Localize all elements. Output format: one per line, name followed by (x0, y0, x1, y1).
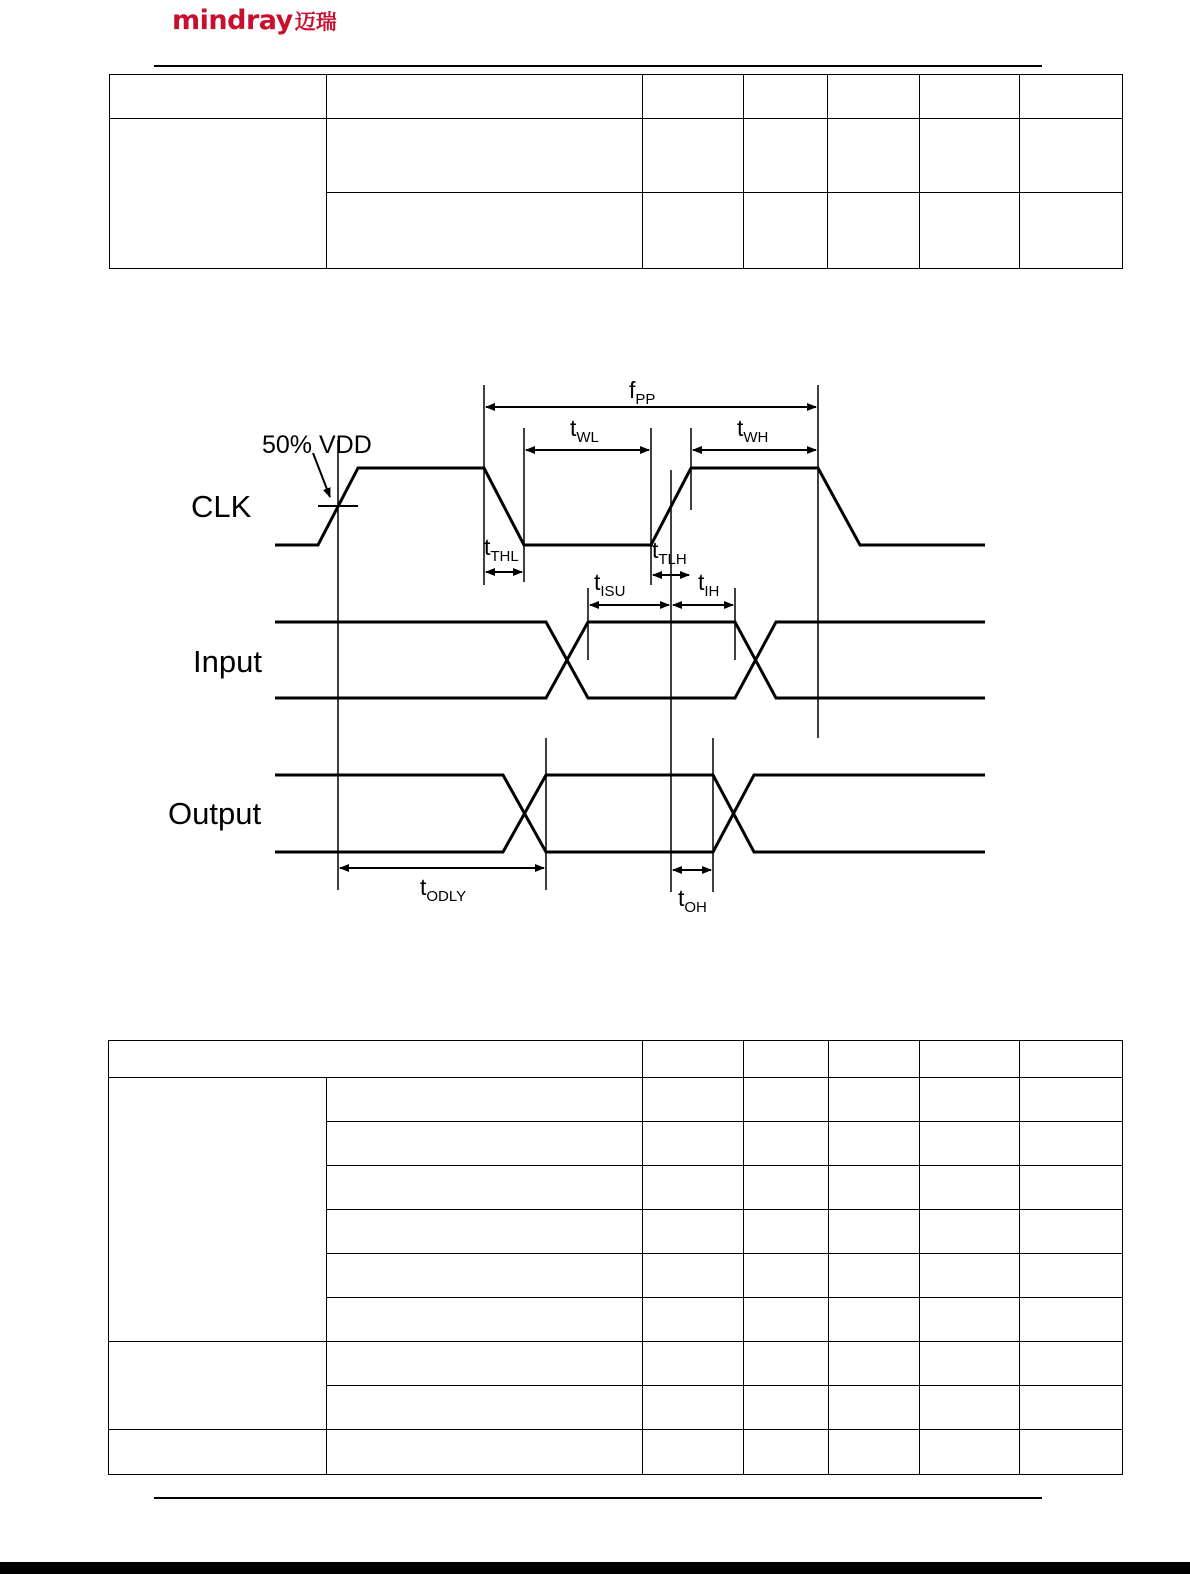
page-bottom-edge (0, 1562, 1190, 1574)
row-divider (109, 1077, 1122, 1078)
col-divider (1019, 75, 1020, 268)
col-divider (642, 1041, 643, 1474)
col-divider (326, 1077, 327, 1474)
col-divider (1019, 1041, 1020, 1474)
footer-rule (154, 1497, 1042, 1499)
logo-cjk-wordmark: 迈瑞 (294, 10, 337, 34)
row-divider (326, 1253, 1122, 1254)
col-divider (827, 75, 828, 268)
mindray-logo (172, 5, 337, 41)
row-divider (326, 1121, 1122, 1122)
row-divider (326, 1209, 1122, 1210)
tthl-label: $t_{THL}$ (484, 534, 519, 565)
todly-label: $t_{ODLY}$ (420, 874, 467, 905)
output-label: Output (168, 796, 262, 831)
table-top (109, 74, 1123, 269)
col-divider (919, 75, 920, 268)
input-waveform (275, 622, 985, 698)
col-divider (743, 1041, 744, 1474)
row-divider (326, 1297, 1122, 1298)
toh-label: $t_{OH}$ (678, 885, 707, 916)
output-waveform (275, 775, 985, 852)
tih-label: $t_{IH}$ (698, 569, 720, 600)
fpp-label: $f_{PP}$ (629, 377, 656, 408)
row-divider (326, 1385, 1122, 1386)
col-divider (919, 1041, 920, 1474)
row-divider (110, 118, 1122, 119)
tisu-label: $t_{ISU}$ (594, 569, 626, 600)
clk-waveform (275, 468, 985, 545)
clk-label: CLK (191, 489, 252, 524)
table-bottom (108, 1040, 1123, 1475)
col-divider (326, 75, 327, 268)
row-divider (326, 192, 1122, 193)
row-divider (109, 1429, 1122, 1430)
twh-label: $t_{WH}$ (737, 415, 769, 446)
header-rule (154, 65, 1042, 67)
timing-diagram (0, 360, 1190, 920)
col-divider (642, 75, 643, 268)
ttlh-label: $t_{TLH}$ (652, 537, 687, 568)
logo-wordmark: mindray (172, 5, 293, 36)
threshold-label: 50% VDD (262, 431, 372, 459)
col-divider (828, 1041, 829, 1474)
col-divider (743, 75, 744, 268)
twl-label: $t_{WL}$ (570, 415, 599, 446)
row-divider (326, 1165, 1122, 1166)
input-label: Input (193, 644, 262, 679)
row-divider (109, 1341, 1122, 1342)
